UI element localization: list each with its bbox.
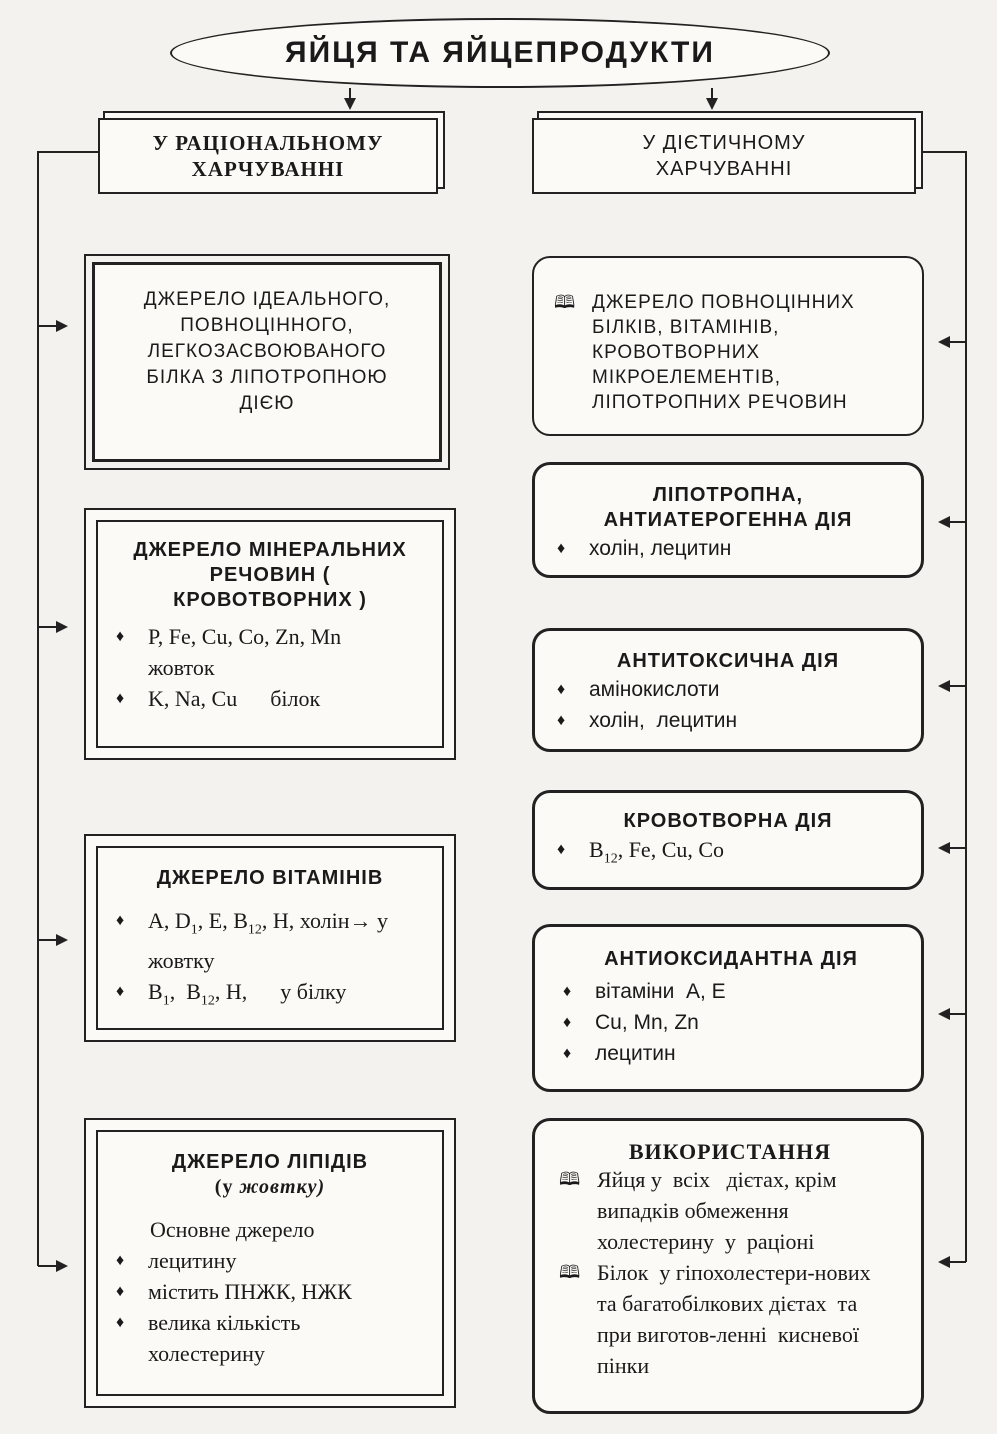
- lipids-item-3: ♦ велика кількість холестерину: [112, 1307, 428, 1369]
- lipids-subheading: [112, 1175, 428, 1200]
- complete-proteins-box: [532, 256, 924, 436]
- complete-proteins-text: 🕮 ДЖЕРЕЛО ПОВНОЦІННИХ БІЛКІВ, ВІТАМІНІВ, КРОВОТВОРНИХ МІКРОЕЛЕМЕНТІВ, ЛІПОТРОПНИХ РЕЧОВИН: [552, 290, 906, 415]
- vitamins-item-2: [112, 976, 428, 1016]
- usage-heading: ВИКОРИСТАННЯ: [628, 1139, 832, 1164]
- vitamins-box: [84, 834, 456, 1042]
- hematopoietic-box: [532, 790, 924, 890]
- right-header-text: У ДІЄТИЧНОМУ ХАРЧУВАННІ: [642, 132, 806, 180]
- antitoxic-item-1: ♦ амінокислоти: [553, 674, 903, 705]
- antioxidant-box: [532, 924, 924, 1092]
- protein-source-box: [92, 262, 442, 462]
- hematopoietic-heading: КРОВОТВОРНА ДІЯ: [623, 810, 833, 832]
- vit-sub: 12: [247, 922, 262, 938]
- lipotropic-item-1: ♦ холін, лецитин: [553, 533, 903, 564]
- page-title: ЯЙЦЯ ТА ЯЙЦЕПРОДУКТИ: [285, 36, 715, 69]
- minerals-item-2: ♦ K, Na, Cu білок: [112, 683, 428, 714]
- right-header-box: [532, 118, 916, 194]
- minerals-heading: ДЖЕРЕЛО МІНЕРАЛЬНИХ РЕЧОВИН ( КРОВОТВОРНИХ ): [133, 539, 407, 611]
- lipids-item-2: ♦ містить ПНЖК, НЖК: [112, 1276, 428, 1307]
- vit-text: B: [148, 979, 163, 1005]
- hema-text: , Fe, Cu, Co: [617, 837, 725, 862]
- vitamins-item-1: [112, 905, 428, 976]
- vit-text: , E, B: [197, 908, 248, 933]
- lipids-item-1: ♦ лецитину: [112, 1245, 428, 1276]
- vit-sub: 12: [200, 993, 215, 1009]
- antioxidant-item-3: ♦ лецитин: [559, 1038, 903, 1069]
- usage-box: [532, 1118, 924, 1414]
- protein-source-text: ДЖЕРЕЛО ІДЕАЛЬНОГО, ПОВНОЦІННОГО, ЛЕГКОЗАСВОЮВАНОГО БІЛКА З ЛІПОТРОПНОЮ ДІЄЮ: [143, 289, 391, 414]
- vit-sub: 1: [190, 922, 198, 938]
- lipids-sub-a: (у: [214, 1176, 240, 1198]
- vit-text: , H, у білку: [214, 979, 347, 1005]
- antitoxic-heading: АНТИТОКСИЧНА ДІЯ: [616, 650, 840, 672]
- usage-item-1: 🕮 Яйця у всіх дієтах, крім випадків обмеження холестерину у раціоні: [557, 1164, 903, 1257]
- antioxidant-item-2: ♦ Cu, Mn, Zn: [559, 1007, 903, 1038]
- hema-text: B: [589, 837, 604, 862]
- title-oval: [170, 18, 830, 88]
- lipids-sub-b: жовтку): [239, 1176, 326, 1198]
- left-header-text: У РАЦІОНАЛЬНОМУ ХАРЧУВАННІ: [152, 131, 384, 181]
- lipids-heading: ДЖЕРЕЛО ЛІПІДІВ: [171, 1151, 369, 1173]
- hema-sub: 12: [603, 851, 618, 867]
- antioxidant-heading: АНТИОКСИДАНТНА ДІЯ: [604, 948, 858, 970]
- lipotropic-box: [532, 462, 924, 578]
- minerals-box: [84, 508, 456, 760]
- vit-text: , B: [169, 979, 201, 1005]
- usage-item-2: 🕮 Білок у гіпохолестери-нових та багатобілкових дієтах та при виготов-ленні кисневої пінки: [557, 1257, 903, 1381]
- lipids-intro: Основне джерело: [150, 1217, 315, 1242]
- hematopoietic-item-1: [553, 834, 903, 874]
- vit-text: A, D: [148, 908, 191, 933]
- antitoxic-item-2: ♦ холін, лецитин: [553, 705, 903, 736]
- vitamins-heading: ДЖЕРЕЛО ВІТАМІНІВ: [156, 867, 384, 889]
- vit-text: , H, холін→ у жовтку: [148, 908, 389, 974]
- left-header-box: [98, 118, 438, 194]
- lipotropic-heading: ЛІПОТРОПНА, АНТИАТЕРОГЕННА ДІЯ: [603, 484, 853, 531]
- antitoxic-box: [532, 628, 924, 752]
- lipids-box: [84, 1118, 456, 1408]
- vit-sub: 1: [162, 993, 170, 1009]
- antioxidant-item-1: ♦ вітаміни A, E: [559, 976, 903, 1007]
- minerals-item-1: ♦ P, Fe, Cu, Co, Zn, Mn жовток: [112, 621, 428, 683]
